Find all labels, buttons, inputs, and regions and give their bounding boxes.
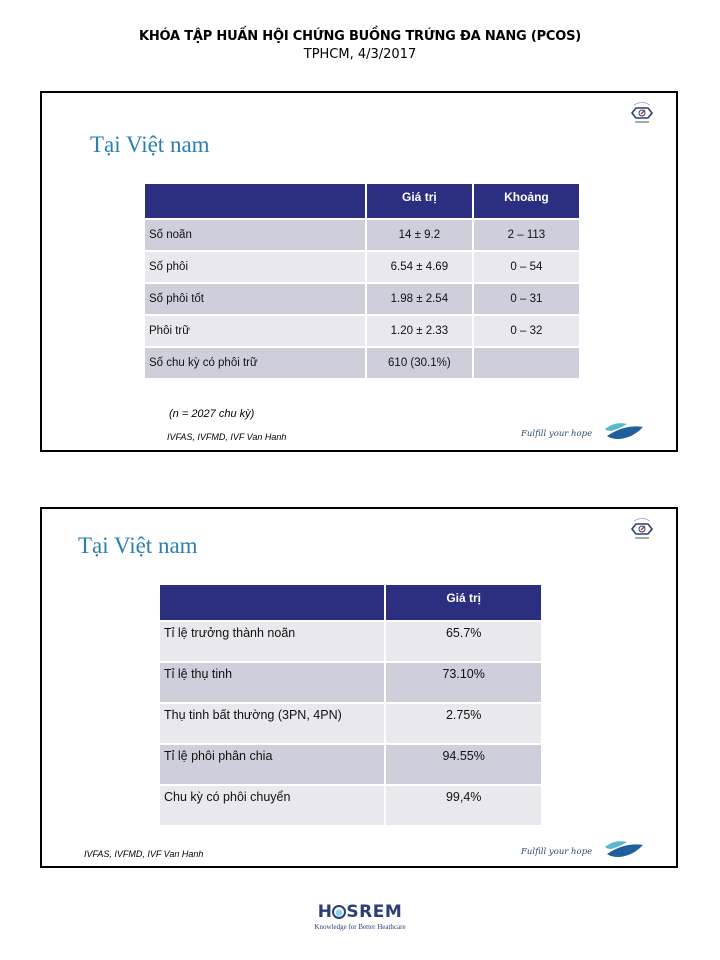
row-value: 610 (30.1%) xyxy=(366,347,473,378)
row-value: 65.7% xyxy=(385,621,541,662)
rates-table xyxy=(160,585,541,825)
row-label: Chu kỳ có phôi chuyển xyxy=(160,785,385,825)
row-value: 94.55% xyxy=(385,744,541,785)
row-value: 6.54 ± 4.69 xyxy=(366,251,473,283)
column-header xyxy=(160,585,385,621)
row-value: 99,4% xyxy=(385,785,541,825)
slide-title: Tại Việt nam xyxy=(78,533,198,558)
row-value: 73.10% xyxy=(385,662,541,703)
document-subtitle: TPHCM, 4/3/2017 xyxy=(303,47,417,62)
row-label: Tỉ lệ trưởng thành noãn xyxy=(160,621,385,662)
stats-table xyxy=(145,184,579,378)
source-citation: IVFAS, IVFMD, IVF Van Hanh xyxy=(167,432,287,442)
seal-logo-icon xyxy=(628,517,656,541)
document-title: KHÓA TẬP HUẤN HỘI CHỨNG BUỒNG TRỨNG ĐA NANG (PCOS) xyxy=(138,29,582,44)
seal-logo-icon xyxy=(628,101,656,125)
wave-logo-icon xyxy=(597,420,647,442)
column-header: Giá trị xyxy=(385,585,541,621)
table-header-row xyxy=(145,184,579,219)
row-label: Tỉ lệ thụ tinh xyxy=(160,662,385,703)
table-row xyxy=(145,347,579,378)
sample-size-note: (n = 2027 chu kỳ) xyxy=(169,408,255,420)
wordmark-suffix: SREM xyxy=(346,902,403,922)
row-value: 1.20 ± 2.33 xyxy=(366,315,473,347)
wave-logo-icon xyxy=(597,838,647,860)
document-header xyxy=(0,28,720,64)
table-row xyxy=(160,621,541,662)
slide-1 xyxy=(40,91,678,452)
row-range: 0 – 32 xyxy=(473,315,579,347)
slide-title: Tại Việt nam xyxy=(90,132,210,157)
table-row xyxy=(160,703,541,744)
table-row xyxy=(145,315,579,347)
row-label: Phôi trữ xyxy=(145,315,366,347)
row-label: Thụ tinh bất thường (3PN, 4PN) xyxy=(160,703,385,744)
slide-2 xyxy=(40,507,678,868)
column-header: Khoảng xyxy=(473,184,579,219)
row-label: Số chu kỳ có phôi trữ xyxy=(145,347,366,378)
row-label: Số noãn xyxy=(145,219,366,251)
row-label: Số phôi xyxy=(145,251,366,283)
column-header xyxy=(145,184,366,219)
row-label: Số phôi tốt xyxy=(145,283,366,315)
hosrem-tagline: Knowledge for Better Heathcare xyxy=(314,923,406,931)
row-value: 1.98 ± 2.54 xyxy=(366,283,473,315)
table-header-row xyxy=(160,585,541,621)
hosrem-wordmark xyxy=(305,902,415,922)
tagline: Fulfill your hope xyxy=(521,847,593,857)
row-range: 0 – 31 xyxy=(473,283,579,315)
row-value: 14 ± 9.2 xyxy=(366,219,473,251)
table-row xyxy=(160,662,541,703)
table-row xyxy=(145,251,579,283)
row-label: Tỉ lệ phôi phân chia xyxy=(160,744,385,785)
table-row xyxy=(160,785,541,825)
table-row xyxy=(145,219,579,251)
row-range: 2 – 113 xyxy=(473,219,579,251)
source-citation: IVFAS, IVFMD, IVF Van Hanh xyxy=(84,849,204,859)
globe-icon xyxy=(332,905,346,919)
column-header: Giá trị xyxy=(366,184,473,219)
table-row xyxy=(145,283,579,315)
tagline: Fulfill your hope xyxy=(521,429,593,439)
row-range xyxy=(473,347,579,378)
table-row xyxy=(160,744,541,785)
row-range: 0 – 54 xyxy=(473,251,579,283)
hosrem-logo xyxy=(305,902,415,932)
row-value: 2.75% xyxy=(385,703,541,744)
wordmark-prefix: H xyxy=(317,902,333,922)
